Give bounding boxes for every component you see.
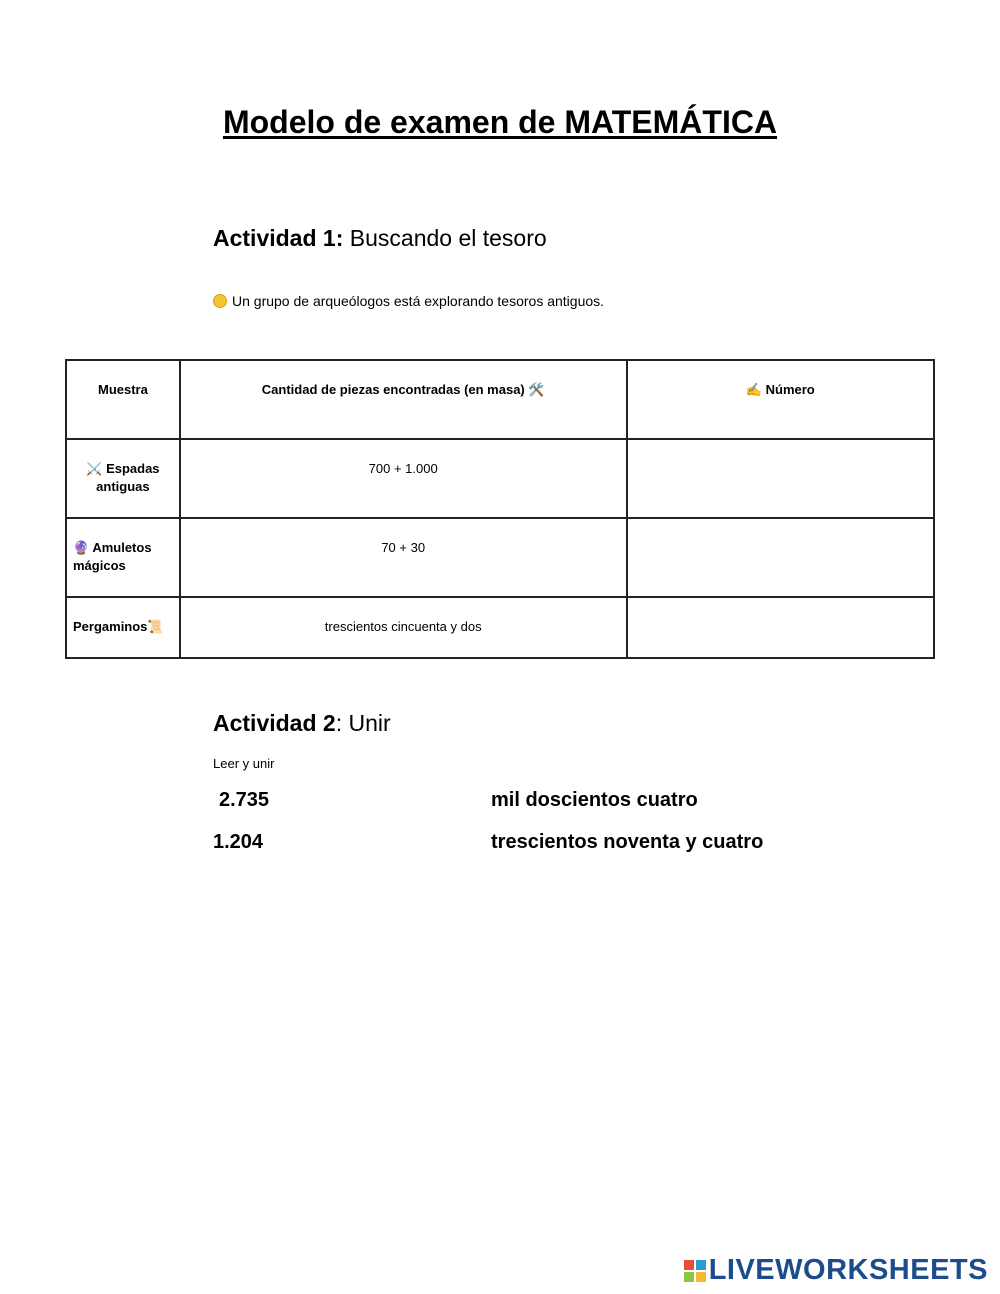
activity-1-intro xyxy=(213,293,604,309)
sample-cell xyxy=(66,518,180,597)
amount-amuletos: 70 + 30 xyxy=(381,540,426,555)
coin-icon xyxy=(213,294,227,308)
liveworksheets-logo xyxy=(684,1254,988,1287)
amount-cell xyxy=(180,439,627,518)
amount-cell xyxy=(180,518,627,597)
table-row xyxy=(66,439,934,518)
activity-1-heading xyxy=(213,225,547,252)
amount-cell xyxy=(180,597,627,658)
number-espadas[interactable] xyxy=(628,440,933,460)
match-right-item[interactable]: mil doscientos cuatro xyxy=(491,789,698,811)
sample-cell xyxy=(66,439,180,518)
activity-2-subtitle: : Unir xyxy=(335,710,391,736)
header-muestra: Muestra xyxy=(97,382,148,397)
treasure-table xyxy=(65,359,935,659)
number-answer-cell[interactable] xyxy=(627,439,934,518)
match-left-item[interactable]: 2.735 xyxy=(219,789,270,811)
sample-pergaminos: Pergaminos📜 xyxy=(73,619,164,634)
header-cell xyxy=(180,360,627,439)
sample-espadas: ⚔️ Espadas antiguas xyxy=(86,461,160,494)
activity-1-label: Actividad 1: xyxy=(213,225,344,251)
intro-text: Un grupo de arqueólogos está explorando tesoros antiguos. xyxy=(232,293,605,309)
number-answer-cell[interactable] xyxy=(627,518,934,597)
amount-pergaminos: trescientos cincuenta y dos xyxy=(324,619,482,634)
header-cell xyxy=(627,360,934,439)
header-cantidad: Cantidad de piezas encontradas (en masa) 🛠️ xyxy=(261,382,545,397)
number-answer-cell[interactable] xyxy=(627,597,934,658)
header-numero: ✍️ Número xyxy=(745,382,815,397)
table-row xyxy=(66,597,934,658)
sample-amuletos: 🔮 Amuletos mágicos xyxy=(73,540,152,573)
header-cell xyxy=(66,360,180,439)
number-amuletos[interactable] xyxy=(628,519,933,539)
activity-2-heading xyxy=(213,710,391,737)
table-header-row xyxy=(66,360,934,439)
activity-1-subtitle: Buscando el tesoro xyxy=(349,225,547,251)
number-pergaminos[interactable] xyxy=(628,598,933,618)
match-right-item[interactable]: trescientos noventa y cuatro xyxy=(491,831,764,853)
activity-2-label: Actividad 2 xyxy=(213,710,336,736)
page-title: Modelo de examen de MATEMÁTICA xyxy=(222,104,778,140)
logo-mark-icon xyxy=(684,1260,706,1282)
logo-text: LIVEWORKSHEETS xyxy=(708,1254,988,1286)
table-row xyxy=(66,518,934,597)
amount-espadas: 700 + 1.000 xyxy=(368,461,438,476)
activity-2-instruction: Leer y unir xyxy=(213,756,275,771)
sample-cell xyxy=(66,597,180,658)
match-left-item[interactable]: 1.204 xyxy=(213,831,264,853)
